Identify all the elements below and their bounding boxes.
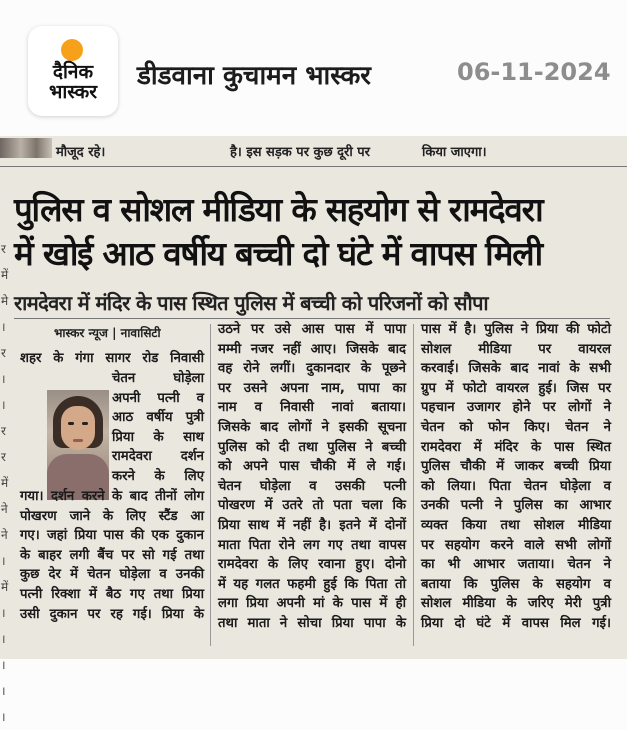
article-line: लगा प्रिया अपनी मां के पास में ही [218,596,406,612]
margin-fragment: मे [1,294,9,308]
column-2 [218,320,406,634]
article-line: शहर के गंगा सागर रोड निवासी [20,351,204,366]
article-line: सोशल मीडिया के जरिए मेरी पुत्री [421,596,611,612]
column-1-wrap [112,369,204,487]
article-line: माता पिता रोने लग गए तथा वापस [218,537,406,553]
top-divider [0,166,627,167]
edition-name: डीडवाना कुचामन भास्कर [137,61,371,91]
column-3 [421,320,611,634]
margin-fragment: । [1,710,6,724]
app-header [0,0,627,118]
article-line: का भी आभार जताया। चेतन ने [421,557,611,573]
girl-photo [47,390,109,496]
article-line: जिसके बाद लोगों ने इसकी सूचना [218,419,406,435]
article-line: व्यक्त किया तथा सोशल मीडिया [421,517,611,533]
article-line: पहचान उजागर होने पर लोगों ने [421,400,611,416]
logo-line1: दैनिक [52,61,94,83]
article-line: पर उसने अपना नाम, पापा का [218,380,406,396]
margin-fragment: । [1,684,6,698]
edition-date: 06-11-2024 [457,58,611,86]
sun-icon [61,39,83,61]
margin-fragment: र [1,346,6,360]
article-line: पुलिस को दी तथा पुलिस ने बच्ची [218,439,406,455]
article-line: प्रिया दो घंटे में वापस मिल गई। [421,615,611,631]
article-line: सोशल मीडिया पर वायरल [421,341,611,357]
article-line: प्रिया के साथ [112,429,204,445]
left-margin-text [1,236,11,730]
margin-fragment: । [1,606,6,620]
article-line: रामदेवरा के लिए रवाना हुए। दोनो [218,557,406,573]
article-line: करवाई। जिसके बाद नावां के सभी [421,361,611,377]
margin-fragment: । [1,658,6,672]
article-line: पोखरण जाने के लिए स्टैंड आ [20,508,204,524]
headline-line2: में खोई आठ वर्षीय बच्ची दो घंटे में वापस मिली [14,234,542,273]
article-line: प्रिया साथ में नहीं है। इतने में दोनों [218,517,406,533]
article-line: बताया कि पुलिस के सहयोग व [421,576,611,592]
margin-fragment: में [1,476,9,490]
article-line: कुछ देर में चेतन घोड़ेला व उनकी [20,567,204,583]
article-line: गया। दर्शन करने के बाद तीनों लोग [20,489,204,504]
dainik-bhaskar-logo[interactable] [28,26,118,116]
torn-photo-fragment [0,138,52,158]
article-line: को लिया। पिता चेतन घोड़ेला व [421,478,611,494]
article-line: चेतन घोड़ेला व उसकी पत्नी [218,478,406,494]
margin-fragment: र [1,450,6,464]
article-line: ग्रुप में फोटो वायरल हुई। जिस पर [421,380,611,396]
top-strip-right: किया जाएगा। [422,145,487,160]
article-line: चेतन को फोन किए। चेतन ने [421,419,611,435]
column-1-top [20,349,204,369]
subheadline: रामदेवरा में मंदिर के पास स्थित पुलिस में बच्ची को परिजनों को सौपा [14,291,489,315]
article-line: करने के लिए [112,468,204,484]
article-line: गए। जहां प्रिया पास की एक दुकान [20,528,204,544]
article-line: पत्नी रिक्शा में बैठ गए तथा प्रिया [20,586,204,602]
margin-fragment: र [1,242,6,256]
column-divider-1 [210,324,211,646]
article-line: रामदेवरा दर्शन [112,449,204,465]
margin-fragment: र [1,424,6,438]
article-line: मम्मी नजर नहीं आए। जिसके बाद [218,341,406,357]
article-line: नाम व निवासी नावां बताया। [218,400,406,416]
logo-line2: भास्कर [48,81,98,103]
article-line: तथा माता ने सोचा प्रिया पापा के [218,615,406,631]
margin-fragment: । [1,320,6,334]
margin-fragment: में [1,580,9,594]
article-line: के बाहर लगी बैंच पर सो गई तथा [20,547,204,563]
article-line: को अपने पास चौकी में ले गई। [218,459,406,475]
headline-line1: पुलिस व सोशल मीडिया के सहयोग से रामदेवरा [14,190,543,229]
subhead-divider [14,318,610,319]
top-strip-middle: है। इस सड़क पर कुछ दूरी पर [230,145,370,160]
column-divider-2 [413,324,414,646]
margin-fragment: ने [1,528,8,542]
article-line: रामदेवरा में मंदिर के पास स्थित [421,439,611,455]
margin-fragment: । [1,554,6,568]
article-line: चेतन घोड़ेला [112,371,204,386]
article-line: में यह गलत फहमी हुई कि पिता तो [218,576,406,592]
margin-fragment: । [1,632,6,646]
article-line: आठ वर्षीय पुत्री [112,410,204,426]
article-line: पोखरण में उतरे तो पता चला कि [218,498,406,514]
article-line: उनकी पत्नी ने पुलिस का आभार [421,498,611,514]
column-1-bottom [20,487,204,624]
margin-fragment: में [1,268,9,282]
margin-fragment: ने [1,502,8,516]
article-line: अपनी पत्नी व [112,390,204,406]
article-line: पुलिस चौकी में जाकर बच्ची प्रिया [421,459,611,475]
article-line: उठने पर उसे आस पास में पापा [218,322,406,337]
margin-fragment: । [1,372,6,386]
article-line: उसी दुकान पर रह गई। प्रिया के [20,606,204,622]
top-strip-left: मौजूद रहे। [56,145,106,160]
byline: भास्कर न्यूज | नावासिटी [54,326,161,340]
margin-fragment: । [1,398,6,412]
article-line: वह रोने लगीं। दुकानदार के पूछने [218,361,406,377]
newspaper-clipping [0,136,627,724]
article-line: पर सहयोग करने वाले सभी लोगों [421,537,611,553]
article-line: पास में है। पुलिस ने प्रिया की फोटो [421,322,611,337]
